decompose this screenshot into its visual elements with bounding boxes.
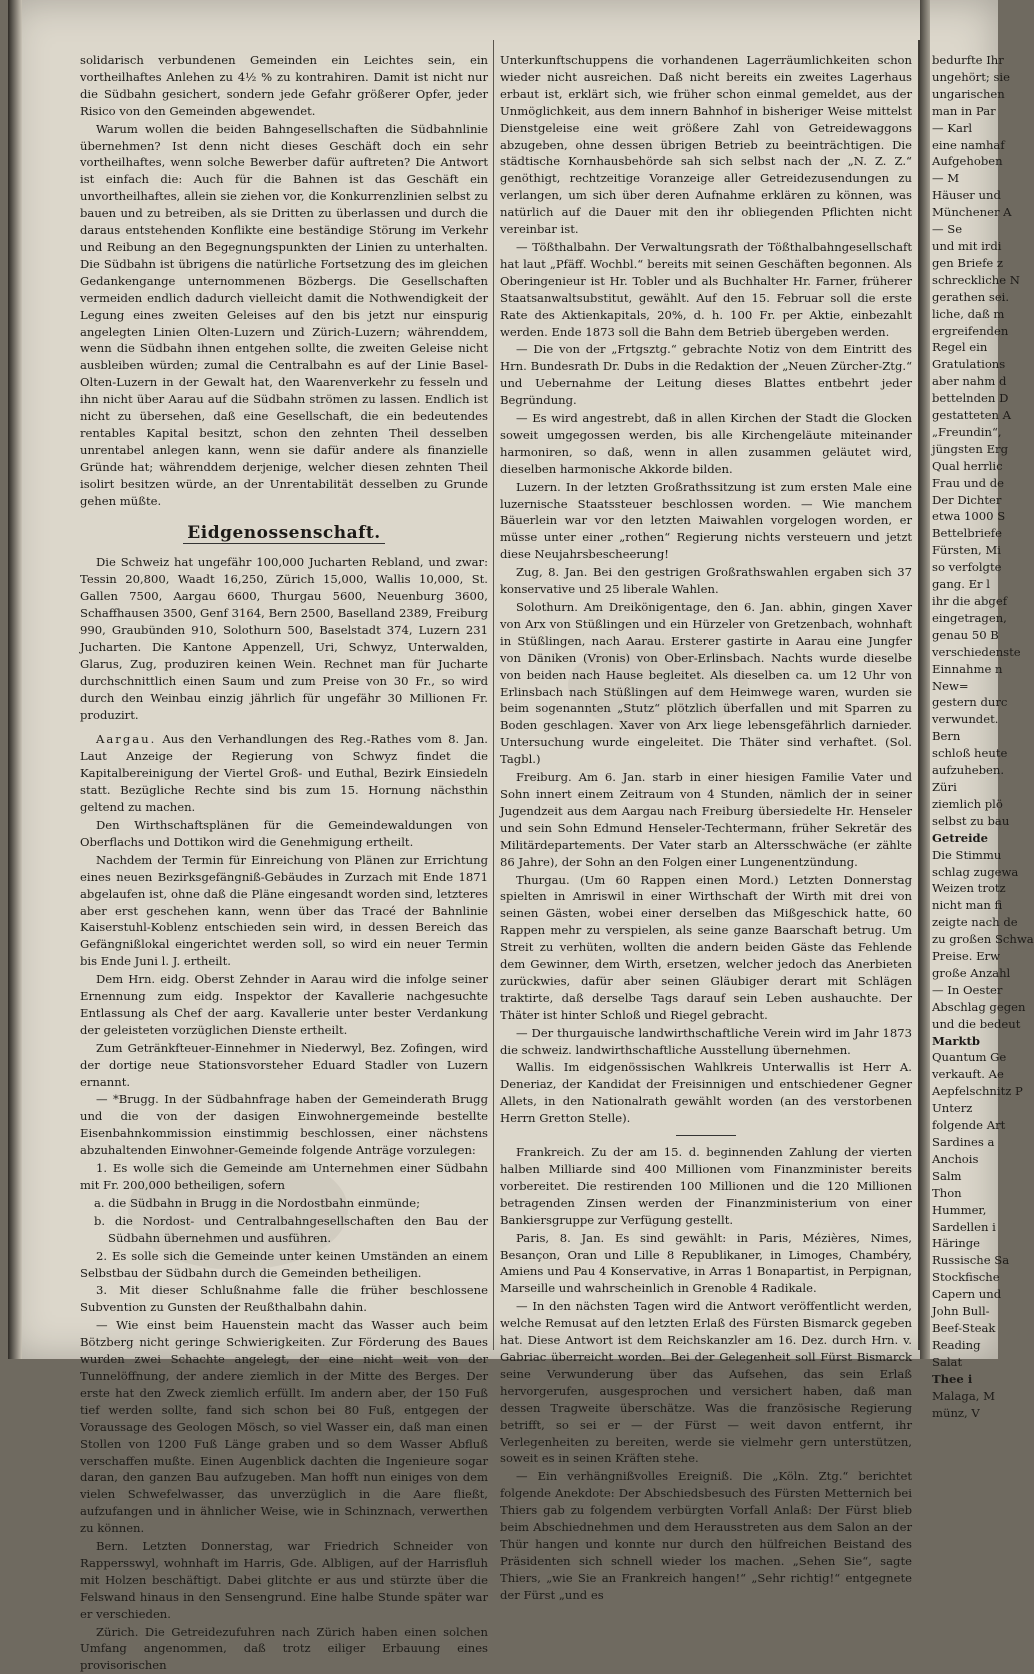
cut-off-line: gerathen sei. [932, 289, 1010, 304]
cut-off-line: Hummer, [932, 1202, 987, 1217]
column-divider [493, 40, 494, 1350]
article-paragraph: Unterkunftschuppens die vorhandenen Lagerräumlichkeiten schon wieder nicht ausreichen. Daß nicht bereits ein zweites Lagerhaus erbaut ist, erklärt sich, wie früher schon einmal gemeldet, aus der Unmöglichkeit, aus dem innern Bahnhof in bisheriger Weise mittelst Dienstgeleise eine weit größere Zahl von Getreidewaggons abzugeben, ohne dessen übrigen Betrieb zu beeinträchtigen. Die städtische Kornhausbehörde sah sich selbst nach der „N. Z. Z.“ genöthigt, rechtzeitige Voranzeige aller Getreidezusendungen zu verlangen, um sich über deren Aufnahme erklären zu können, was natürlich auf die Dauer mit den ihr obliegenden Pflichten nicht vereinbar ist. [500, 53, 912, 237]
cut-off-line: verwundet. [932, 712, 999, 727]
article-paragraph [80, 731, 488, 816]
article-paragraph: Zug, 8. Jan. Bei den gestrigen Großrathswahlen ergaben sich 37 konservative und 25 liberale Wahlen. [500, 565, 912, 597]
cut-off-line: gen Briefe z [932, 255, 1004, 270]
cut-off-line: etwa 1000 S [932, 509, 1006, 524]
cut-off-line: Qual herrlic [932, 458, 1003, 473]
cut-off-line: — M [932, 171, 960, 186]
article-paragraph: Warum wollen die beiden Bahngesellschaften die Südbahnlinie übernehmen? Ist denn nicht dieses Geschäft doch ein sehr vortheilhaftes, wenn solche Bewerber dafür auftreten? Die Antwort ist einfach die: Auch für die Bahnen ist das Geschäft ein unvortheilhaftes, allein sie ziehen vor, die Konkurrenzlinien selbst zu bauen und zu betreiben, als sie Dritten zu überlassen und durch die daraus entstehenden Konflikte eine beständige Störung im Verkehr und Reibung an den Begegnungspunkten der Linien zu unterhalten. Die Südbahn ist übrigens die natürliche Fortsetzung des im gleichen Gedankengange unternommenen Bözbergs. Die Gesellschaften vermeiden endlich dadurch vielleicht damit die Nothwendigkeit der Legung eines zweiten Geleises auf den bis jetzt nur einspurig angelegten Linien Olten-Luzern und Zürich-Luzern; währenddem, wenn die Südbahn ihnen entgehen sollte, die zweiten Geleise nicht ausbleiben würden; zumal die Centralbahn es auf der Linie Basel-Olten-Luzern in der Gewalt hat, den Waarenverkehr zu fesseln und ihn nicht über Aarau auf die Südbahn strömen zu lassen. Endlich ist nicht zu übersehen, daß eine Gesellschaft, die ein bedeutendes rentables Kapital besitzt, schon den zehnten Theil desselben unrentabel anlegen kann, wenn sie dafür andere als finanzielle Gründe hat; währenddem derjenige, welcher diesen zehnten Theil isolirt besitzen würde, an der Unrentabilität desselben zu Grunde gehen müßte. [80, 121, 488, 508]
cut-off-line: so verfolgte [932, 560, 1002, 575]
article-paragraph: Zum Getränkfteuer-Einnehmer in Niederwyl, Bez. Zofingen, wird der dortige neue Stationsvorsteher Eduard Stadler von Luzern ernannt. [80, 1040, 488, 1089]
cut-off-line: selbst zu bau [932, 813, 1010, 828]
cut-off-line: Bettelbriefe [932, 526, 1002, 541]
dateline-place: Aargau. [96, 732, 157, 747]
cut-off-line: Stockfische [932, 1270, 1000, 1285]
article-paragraph: 1. Es wolle sich die Gemeinde am Unternehmen einer Südbahn mit Fr. 200,000 betheiligen, sofern [80, 1161, 488, 1192]
cut-off-line: Fürsten, Mi [932, 543, 1001, 558]
cut-off-line: Aepfelschnitz P [932, 1084, 1023, 1099]
cut-off-line: Malaga, M [932, 1388, 995, 1403]
article-paragraph: Solothurn. Am Dreikönigentage, den 6. Jan. abhin, gingen Xaver von Arx von Stüßlingen und ein Hürzeler von Gretzenbach, wohnhaft in Stüßlingen, nach Aarau. Ersterer gastirte in Aarau eine Jungfer von Däniken (Vronis) von Ober-Erlinsbach. Nachts wurde dieselbe von beiden nach Hause begleitet. Als dieselben ca. um 12 Uhr von Erlinsbach nach Stüßlingen auf dem Heimwege waren, wurden sie beim sogenannten „Stutz“ plötzlich überfallen und mit Sparren zu Boden geschlagen. Xaver von Arx liege lebensgefährlich darnieder. Untersuchung wurde eingeleitet. Die Thäter sind verhaftet. (Sol. Tagbl.) [500, 600, 912, 767]
cut-off-line: Marktb [932, 1033, 980, 1048]
cut-off-line: gestern durc [932, 695, 1008, 710]
cut-off-line: Frau und de [932, 475, 1004, 490]
cut-off-line: Häuser und [932, 188, 1001, 203]
list-item: b. die Nordost- und Centralbahngesellschaften den Bau der Südbahn übernehmen und ausführen. [94, 1213, 488, 1245]
cut-off-line: folgende Art [932, 1118, 1006, 1133]
column-1 [80, 52, 488, 1673]
column-2 [500, 52, 912, 1602]
article-paragraph: Luzern. In der letzten Großrathssitzung ist zum ersten Male eine luzernische Staatssteuer beschlossen worden. — Wie manchem Bäuerlein war vor den letzten Maiwahlen vorgelogen worden, er müsse unter einer „rothen“ Regierung nichts versteuern und jetzt diese Neujahrsbescheerung! [500, 479, 912, 562]
cut-off-line: Preise. Erw [932, 949, 1001, 964]
cut-off-line: eine namhaf [932, 137, 1005, 152]
cut-off-line: Capern und [932, 1287, 1002, 1302]
cut-off-line: nicht man fi [932, 898, 1003, 913]
cut-off-line: Gratulations [932, 357, 1006, 372]
article-paragraph: Nachdem der Termin für Einreichung von Plänen zur Errichtung eines neuen Bezirksgefängniß-Gebäudes in Zurzach mit Ende 1871 abgelaufen ist, ohne daß die Pläne eingesandt worden sind, letzteres aber erst geschehen kann, wenn über das Tracé der Bahnlinie Kaiserstuhl-Koblenz entschieden sein wird, in dessen Bereich das Gefängnißlokal eingerichtet werden soll, so wird ein neuer Termin bis Ende Juni l. J. ertheilt. [80, 852, 488, 969]
cut-off-line: Salat [932, 1354, 963, 1369]
cut-off-line: große Anzahl [932, 965, 1011, 980]
article-paragraph: — Der thurgauische landwirthschaftliche Verein wird im Jahr 1873 die schweiz. landwirthschaftliche Ausstellung übernehmen. [500, 1025, 912, 1057]
article-paragraph: Dem Hrn. eidg. Oberst Zehnder in Aarau wird die infolge seiner Ernennung zum eidg. Inspektor der Kavallerie nachgesuchte Entlassung als Chef der aarg. Kavallerie unter bester Verdankung der geleisteten vorzüglichen Dienste ertheilt. [80, 972, 488, 1037]
cut-off-line: man in Par [932, 103, 996, 118]
cut-off-line: genau 50 B [932, 627, 999, 642]
article-paragraph: — Die von der „Frtgsztg.“ gebrachte Notiz von dem Eintritt des Hrn. Bundesrath Dr. Dubs in die Redaktion der „Neuen Zürcher-Ztg.“ und Uebernahme der Leitung dieses Blattes entbehrt jeder Begründung. [500, 342, 912, 408]
article-paragraph: Wallis. Im eidgenössischen Wahlkreis Unterwallis ist Herr A. Deneriaz, der Kandidat der Freisinnigen und entschiedener Gegner Allets, in den Nationalrath gewählt worden (an des verstorbenen Herrn Gretton Stelle). [500, 1060, 912, 1126]
cut-off-line: verschiedenste [932, 644, 1021, 659]
cut-off-line: verkauft. Ae [932, 1067, 1004, 1082]
cut-off-line: aber nahm d [932, 374, 1007, 389]
cut-off-line: münz, V [932, 1405, 980, 1420]
article-paragraph: Den Wirthschaftsplänen für die Gemeindewaldungen von Oberflachs und Dottikon wird die Genehmigung ertheilt. [80, 817, 488, 849]
cut-off-line: ihr die abgef [932, 594, 1007, 608]
cut-off-line: ungarischen [932, 86, 1005, 101]
list-item: a. die Südbahn in Brugg in die Nordostbahn einmünde; [94, 1195, 420, 1210]
cut-off-line: Regel ein [932, 340, 988, 355]
cut-off-line: gang. Er l [932, 577, 990, 592]
article-paragraph: Paris, 8. Jan. Es sind gewählt: in Paris, Mézières, Nimes, Besançon, Oran und Lille 8 Republikaner, in Limoges, Chambéry, Amiens und Pau 4 Konservative, in Arras 1 Bonapartist, in Perpignan, Marseille und wahrscheinlich in Grenoble 4 Radikale. [500, 1230, 912, 1296]
cut-off-line: Reading [932, 1337, 981, 1352]
cut-off-line: Der Dichter [932, 492, 1002, 507]
cut-off-line: Die Stimmu [932, 847, 1002, 862]
cut-off-line: bettelnden D [932, 391, 1009, 406]
cut-off-line: Sardellen i [932, 1219, 996, 1234]
cut-off-line: schreckliche N [932, 272, 1020, 287]
cut-off-line: Thee i [932, 1371, 973, 1386]
newspaper-page [8, 0, 1034, 1673]
cut-off-line: jüngsten Erg [932, 441, 1008, 456]
section-heading [80, 525, 488, 542]
cut-off-line: zu großen Schwa [932, 932, 1034, 947]
cut-off-line: liche, daß m [932, 306, 1005, 321]
cut-off-line: Züri [932, 779, 957, 794]
cut-off-line: ziemlich plö [932, 796, 1003, 811]
cut-off-line: Sardines a [932, 1135, 995, 1149]
cut-off-line: ungehört; sie [932, 69, 1010, 84]
section-separator [676, 1135, 736, 1136]
cut-off-line: bedurfte Ihr [932, 53, 1004, 67]
cut-off-line: Abschlag gegen [932, 999, 1026, 1014]
page-gutter [920, 0, 930, 1359]
cut-off-line: Russische Sa [932, 1253, 1010, 1268]
cut-off-line: — In Oester [932, 982, 1003, 997]
cut-off-line: Salm [932, 1168, 962, 1183]
cut-off-line: Thon [932, 1185, 962, 1200]
cut-off-line: zeigte nach de [932, 915, 1018, 930]
article-paragraph: Die Schweiz hat ungefähr 100,000 Jucharten Rebland, und zwar: Tessin 20,800, Waadt 16,250, Zürich 15,000, Wallis 10,000, St. Gallen 7500, Aargau 6600, Thurgau 5600, Neuenburg 3600, Schaffhausen 3500, Genf 3164, Bern 2500, Baselland 2389, Freiburg 990, Graubünden 910, Solothurn 500, Baselstadt 374, Luzern 231 Jucharten. Die Kantone Appenzell, Uri, Schwyz, Unterwalden, Glarus, Zug, produziren keinen Wein. Rechnet man für Jucharte durchschnittlich einen Saum und zum Preise von 30 Fr., so wird durch den Weinbau einzig jährlich für ungefähr 30 Millionen Fr. produzirt. [80, 555, 488, 722]
article-paragraph: — Es wird angestrebt, daß in allen Kirchen der Stadt die Glocken soweit umgegossen werden, bis alle Kirchengeläute miteinander harmoniren, so daß, wenn in allen zusammen geläutet wird, dieselben harmonische Akkorde bilden. [500, 411, 912, 476]
cut-off-line: Bern [932, 729, 961, 744]
article-paragraph: Bern. Letzten Donnerstag, war Friedrich Schneider von Rappersswyl, wohnhaft im Harris, Gde. Albligen, auf der Harrisfluh mit Holzen beschäftigt. Dabei glitchte er aus und stürzte über die Felswand hinaus in den Sensengrund. Eine halbe Stunde später war er verschieden. [80, 1539, 488, 1621]
article-paragraph: Frankreich. Zu der am 15. d. beginnenden Zahlung der vierten halben Milliarde sind 400 Millionen vom Finanzminister bereits vorbereitet. Die restirenden 100 Millionen und die 120 Millionen betragenden Zinsen werden der Finanzministerium von einer Bankiersgruppe zur Verfügung gestellt. [500, 1145, 912, 1227]
cut-off-line: gestatteten A [932, 408, 1012, 423]
cut-off-line: John Bull- [932, 1304, 990, 1319]
article-paragraph: — In den nächsten Tagen wird die Antwort veröffentlicht werden, welche Remusat auf den letzten Erlaß des Fürsten Bismarck gegeben hat. Diese Antwort ist dem Reichskanzler am 16. Dez. durch Hrn. v. Gabriac überreicht worden. Bei der Gelegenheit soll Fürst Bismarck seine Verwunderung über das Aufsehen, das sein Erlaß hervorgerufen, ausgesprochen und versichert haben, daß man dessen Tragweite überschätze. Was die französische Regierung betrifft, so sei er — der Fürst — weit davon entfernt, ihr Verlegenheiten zu bereiten, werde sie vielmehr gern unterstützen, soweit es in seinen Kräften stehe. [500, 1299, 912, 1466]
cut-off-line: Getreide [932, 830, 989, 845]
article-paragraph: — Ein verhängnißvolles Ereigniß. Die „Köln. Ztg.“ berichtet folgende Anekdote: Der Abschiedsbesuch des Fürsten Metternich bei Thiers gab zu folgendem verbürgten Vorfall Anlaß: Der Fürst blieb beim Abschiednehmen und dem Herausstreten aus dem Salon an der Thür hangen und konnte nur durch den hülfreichen Beistand des Präsidenten sich schnell wieder los machen. „Sehen Sie“, sagte Thiers, „wie Sie an Frankreich hangen!“ „Sehr richtig!“ entgegnete der Fürst „und es [500, 1469, 912, 1602]
article-paragraph: — Wie einst beim Hauenstein macht das Wasser auch beim Bötzberg nicht geringe Schwierigkeiten. Zur Förderung des Baues wurden zwei Schachte angelegt, der eine nicht weit von der Tunnelöffnung, der andere ziemlich in der Mitte des Berges. Der erste hat den Zweck ziemlich erfüllt. Im andern aber, der 150 Fuß tief werden sollte, fand sich schon bei 80 Fuß, entgegen der Voraussage des Geologen Mösch, so viel Wasser ein, daß man einen Stollen von 1200 Fuß Länge graben und so dem Wasser Abfluß verschaffen mußte. Einen Augenblick dachten die Ingenieure sogar daran, den ganzen Bau aufzugeben. Man hofft nun einiges von dem vielen Schwefelwasser, das unverzüglich in die Aare fließt, aufzufangen und in ähnlicher Weise, wie in Schinznach, verwerthen zu können. [80, 1318, 488, 1536]
page-binding-edge [8, 0, 22, 1359]
cut-off-line: Beef-Steak [932, 1320, 996, 1335]
cut-off-line: Münchener A [932, 205, 1012, 220]
column-3-partial [932, 52, 1034, 1420]
dateline-text: Aus den Verhandlungen des Reg.-Rathes vom 8. Jan. Laut Anzeige der Regierung von Schwyz findet die Kapitalbereinigung der Viertel Groß- und Euthal, Bezirk Einsiedeln statt. Bezügliche Rechte sind bis zum 15. Hornung nächsthin geltend zu machen. [80, 732, 488, 815]
cut-off-line: — Karl [932, 120, 973, 135]
cut-off-line: schloß heute [932, 746, 1008, 761]
cut-off-line: Unterz [932, 1101, 973, 1116]
cut-off-line: schlag zugewa [932, 864, 1019, 879]
cut-off-line: Aufgehoben [932, 154, 1003, 169]
article-paragraph: Zürich. Die Getreidezufuhren nach Zürich haben einen solchen Umfang angenommen, daß trotz eiliger Erbauung eines provisorischen [80, 1624, 488, 1673]
cut-off-line: Quantum Ge [932, 1050, 1007, 1065]
article-paragraph: Freiburg. Am 6. Jan. starb in einer hiesigen Familie Vater und Sohn innert einem Zeitraum von 4 Stunden, nämlich der in seiner Jugendzeit aus dem Aargau nach Freiburg übersiedelte Hr. Henseler und sein Sohn Edmund Henseler-Techtermann, früher Sekretär des Militärdepartements. Der Vater starb an Altersschwäche (er zählte 86 Jahre), der Sohn an den Folgen einer Lungenentzündung. [500, 770, 912, 869]
article-paragraph: 2. Es solle sich die Gemeinde unter keinen Umständen an einem Selbstbau der Südbahn durch die Gemeinden betheiligen. [80, 1248, 488, 1280]
article-paragraph: 3. Mit dieser Schlußnahme falle die früher beschlossene Subvention zu Gunsten der Reußthalbahn dahin. [80, 1283, 488, 1315]
cut-off-line: ergreifenden [932, 323, 1009, 338]
cut-off-line: Einnahme n [932, 661, 1003, 676]
cut-off-line: Weizen trotz [932, 881, 1006, 896]
article-paragraph: Thurgau. (Um 60 Rappen einen Mord.) Letzten Donnerstag spielten in Amriswil in einer Wirthschaft der Wirth mit drei von seinen Gästen, wobei einer derselben das Mißgeschick hatte, 60 Rappen mehr zu verspielen, als seine ganze Baarschaft betrug. Um Streit zu verhüten, wollten die andern beiden Gäste das Fehlende dem Gewinner, dem Wirth, ersetzen, welcher jedoch das Anerbieten zurückwies, dafür aber seinen Gläubiger derart mit Schlägen traktirte, daß derselbe Tags darauf sein Leben aushauchte. Der Thäter ist hinter Schloß und Riegel gebracht. [500, 872, 912, 1022]
article-paragraph: — *Brugg. In der Südbahnfrage haben der Gemeinderath Brugg und die von der dasigen Einwohnergemeinde bestellte Eisenbahnkommission einstimmig beschlossen, einer nächstens abzuhaltenden Einwohner-Gemeinde folgende Anträge vorzulegen: [80, 1092, 488, 1158]
cut-off-line: Häringe [932, 1236, 981, 1251]
cut-off-line: eingetragen, [932, 610, 1007, 625]
cut-off-line: „Freundin“, [932, 424, 1002, 439]
section-heading-text: Eidgenossenschaft. [183, 523, 384, 544]
article-paragraph: — Tößthalbahn. Der Verwaltungsrath der Tößthalbahngesellschaft hat laut „Pfäff. Wochbl.“ bereits mit seinen Geschäften begonnen. Als Oberingenieur ist Hr. Tobler und als Buchhalter Hr. Farner, früherer Staatsanwaltsubstitut, gewählt. Auf den 15. Februar soll die erste Rate des Aktienkapitals, 20%, d. h. 100 Fr. per Aktie, einbezahlt werden. Ende 1873 soll die Bahn dem Betrieb übergeben werden. [500, 239, 912, 339]
cut-off-line: und die bedeut [932, 1016, 1021, 1031]
cut-off-line: und mit irdi [932, 238, 1002, 253]
cut-off-line: New= [932, 678, 969, 693]
cut-off-line: aufzuheben. [932, 763, 1005, 778]
article-paragraph: solidarisch verbundenen Gemeinden ein Leichtes sein, ein vortheilhaftes Anlehen zu 4½ % zu kontrahiren. Damit ist nicht nur die Südbahn gesichert, sondern jede Gefahr größerer Opfer, jeder Risico von den Gemeinden abgewendet. [80, 53, 488, 118]
cut-off-line: Anchois [932, 1151, 979, 1166]
cut-off-line: — Se [932, 222, 963, 237]
